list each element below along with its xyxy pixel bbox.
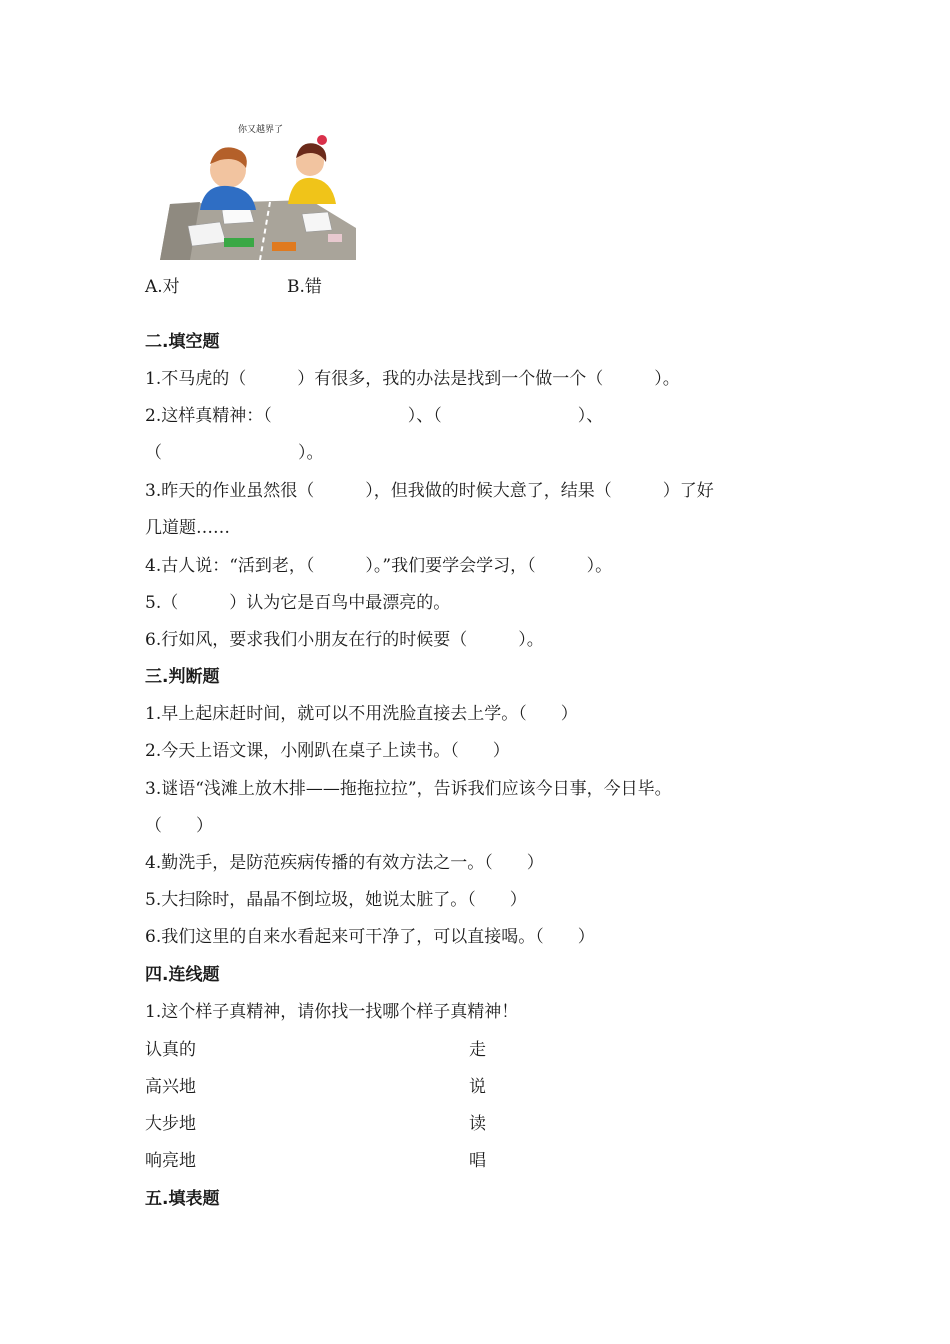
option-b: B.错: [287, 277, 322, 297]
judge-line-3-cont: （ ）: [145, 816, 213, 836]
fill-line-3-cont: 几道题……: [145, 518, 230, 538]
judge-line-2: 2.今天上语文课，小刚趴在桌子上读书。（ ）: [145, 741, 510, 761]
match-left-1: 认真的: [145, 1040, 196, 1060]
match-left-2: 高兴地: [145, 1077, 196, 1097]
match-question: 1.这个样子真精神，请你找一找哪个样子真精神！: [145, 1002, 519, 1022]
fill-line-2-cont: （ ）。: [145, 443, 324, 463]
fill-line-3: 3.昨天的作业虽然很（ ），但我做的时候大意了，结果（ ）了好: [145, 481, 714, 501]
judge-line-4: 4.勤洗手，是防范疾病传播的有效方法之一。（ ）: [145, 853, 544, 873]
match-right-1: 走: [469, 1040, 486, 1060]
match-right-4: 唱: [469, 1151, 486, 1171]
match-left-4: 响亮地: [145, 1151, 196, 1171]
judge-line-6: 6.我们这里的自来水看起来可干净了，可以直接喝。（ ）: [145, 927, 595, 947]
match-right-3: 读: [469, 1114, 486, 1134]
judge-line-5: 5.大扫除时，晶晶不倒垃圾，她说太脏了。（ ）: [145, 890, 527, 910]
match-left-3: 大步地: [145, 1114, 196, 1134]
judge-line-3: 3.谜语“浅滩上放木排——拖拖拉拉”，告诉我们应该今日事，今日毕。: [145, 779, 672, 799]
fill-line-2: 2.这样真精神：（ ）、（ ）、: [145, 406, 604, 426]
fill-line-1: 1.不马虎的（ ）有很多，我的办法是找到一个做一个（ ）。: [145, 369, 680, 389]
fill-line-6: 6.行如风，要求我们小朋友在行的时候要（ ）。: [145, 630, 544, 650]
cartoon-illustration: [160, 118, 356, 260]
option-a: A.对: [145, 277, 180, 297]
fill-line-4: 4.古人说：“活到老，（ ）。”我们要学会学习，（ ）。: [145, 556, 613, 576]
section-3-title: 三.判断题: [145, 667, 220, 687]
match-right-2: 说: [469, 1077, 486, 1097]
speech-text: 你又越界了: [238, 125, 284, 135]
fill-line-5: 5.（ ）认为它是百鸟中最漂亮的。: [145, 593, 451, 613]
section-5-title: 五.填表题: [145, 1189, 220, 1209]
judge-line-1: 1.早上起床赶时间，就可以不用洗脸直接去上学。（ ）: [145, 704, 578, 724]
section-2-title: 二.填空题: [145, 332, 220, 352]
section-4-title: 四.连线题: [145, 965, 220, 985]
